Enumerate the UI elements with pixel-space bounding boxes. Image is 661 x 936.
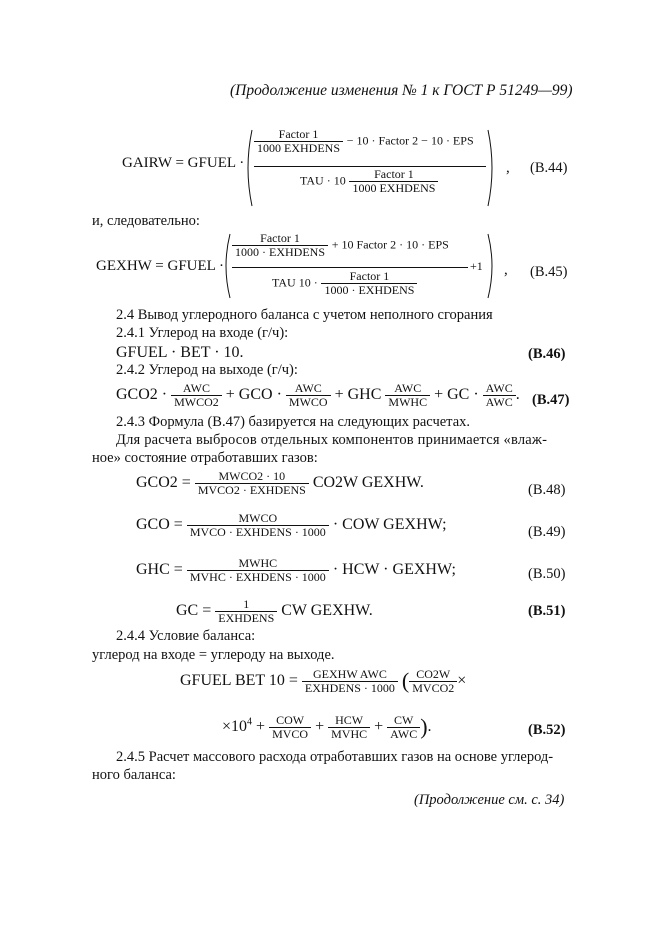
frac-num: Factor 1 [278,127,319,141]
eq52-exponent: 4 [247,716,253,728]
frac-num: AWC [294,381,322,395]
eq50-rest: · HCW · GEXHW; [332,560,456,578]
frac-den: MWHC [385,395,430,409]
frac-num: Factor 1 [374,167,414,181]
equation-b48 [136,470,424,496]
page-footer: (Продолжение см. с. 34) [414,792,565,808]
frac-den: MVHC [328,727,370,741]
section-2-4-5-line1: 2.4.5 Расчет массового расхода отработавших газов на основе углерод- [116,749,554,765]
equation-b51 [176,598,373,624]
section-2-4-5-line2: ного баланса: [92,767,176,783]
main-fraction-bar [232,267,468,268]
eq52-number: (B.52) [528,722,566,738]
eq48-number: (B.48) [528,482,566,498]
left-paren [242,128,254,208]
right-paren [486,232,498,300]
eq45-plus-one: +1 [470,259,483,273]
frac-den: MVCO2 · EXHDENS [195,483,309,497]
equation-b50 [136,557,456,583]
eq47-term4: + GC · [434,385,479,403]
and-therefore: и, следовательно: [92,213,200,229]
frac-num: Factor 1 [349,269,390,283]
frac-den: MWCO [286,395,331,409]
eq50-number: (B.50) [528,566,566,582]
right-paren [486,128,498,208]
eq48-rest: CO2W GEXHW. [312,473,424,491]
equation-b49 [136,512,447,538]
eq52-times-ten: ×10 [222,717,248,735]
eq44-number: (B.44) [530,160,568,176]
eq45-numerator [232,232,449,258]
main-fraction-bar [254,166,486,167]
equation-b52-line2 [222,714,432,740]
eq48-lhs: GCO2 = [136,473,191,491]
eq51-lhs: GC = [176,601,212,619]
frac-den: MWCO2 [171,395,222,409]
eq47-term2: + GCO · [225,385,282,403]
eq52-times: × [457,671,467,689]
frac-den: 1000 · EXHDENS [232,245,328,259]
eq45-num-rest: + 10 Factor 2 · 10 · EPS [331,237,449,252]
eq47-term1: GCO2 · [116,385,168,403]
frac-den: AWC [483,395,516,409]
eq50-lhs: GHC = [136,560,183,578]
frac-den: 1000 EXHDENS [254,141,343,155]
frac-num: MWCO2 · 10 [218,469,286,483]
frac-den: EXHDENS · 1000 [302,681,398,695]
frac-num: 1 [243,597,250,611]
frac-den: 1000 · EXHDENS [321,283,417,297]
balance-condition: углерод на входе = углероду на выходе. [92,647,335,663]
eq44-denominator [300,168,438,194]
frac-den: EXHDENS [215,611,277,625]
frac-num: MWHC [238,556,278,570]
eq45-den-left: TAU 10 · [272,275,318,290]
frac-num: CW [394,713,414,727]
eq46-text: GFUEL · BET · 10. [116,344,244,361]
eq44-numerator [254,128,474,154]
frac-num: AWC [394,381,422,395]
left-paren [220,232,232,300]
frac-den: 1000 EXHDENS [349,181,438,195]
equation-b52-line1 [180,668,466,694]
section-2-4-4: 2.4.4 Условие баланса: [116,628,256,644]
frac-num: HCW [335,713,364,727]
eq52-plus: + [315,717,325,735]
eq52-plus: + [256,717,266,735]
eq49-number: (B.49) [528,524,566,540]
eq45-number: (B.45) [530,264,568,280]
eq52-lhs: GFUEL BET 10 = [180,671,298,689]
right-paren: ) [420,714,428,740]
left-paren: ( [401,668,410,694]
paragraph-line-2: ное» состояние отработавших газов: [92,450,318,466]
section-2-4: 2.4 Вывод углеродного баланса с учетом неполного сгорания [116,307,493,323]
eq52-tail: . [427,717,432,735]
frac-num: GEXHW AWC [313,667,387,681]
eq47-number: (B.47) [532,392,570,408]
eq49-rest: · COW GEXHW; [332,515,447,533]
section-2-4-1: 2.4.1 Углерод на входе (г/ч): [116,325,289,341]
paragraph-line-1: Для расчета выбросов отдельных компонентов принимается «влаж- [116,432,548,448]
frac-num: COW [276,713,305,727]
frac-num: CO2W [416,667,451,681]
eq45-tail: , [504,262,508,278]
frac-num: AWC [485,381,513,395]
eq51-rest: CW GEXHW. [281,601,373,619]
eq49-lhs: GCO = [136,515,183,533]
frac-den: AWC [387,727,420,741]
frac-den: MVCO2 [409,681,457,695]
frac-num: Factor 1 [260,231,300,245]
page-header: (Продолжение изменения № 1 к ГОСТ Р 51249—99) [230,82,573,99]
section-2-4-3: 2.4.3 Формула (B.47) базируется на следующих расчетах. [116,414,471,430]
eq52-plus: + [374,717,384,735]
eq47-tail: . [515,385,520,403]
eq46-number: (B.46) [528,346,566,362]
eq44-den-left: TAU · 10 [300,173,346,188]
eq47-term3: + GHC [334,385,382,403]
frac-den: MVCO [269,727,311,741]
eq51-number: (B.51) [528,603,566,619]
frac-num: MWCO [238,511,278,525]
eq44-num-rest: − 10 · Factor 2 − 10 · EPS [346,133,474,148]
eq44-tail: , [506,160,510,176]
frac-den: MVCO · EXHDENS · 1000 [187,525,329,539]
frac-den: MVHC · EXHDENS · 1000 [187,570,329,584]
equation-b47 [116,382,520,408]
eq45-lhs: GEXHW = GFUEL · [96,258,225,274]
frac-num: AWC [182,381,210,395]
eq45-denominator [272,270,417,296]
section-2-4-2: 2.4.2 Углерод на выходе (г/ч): [116,362,298,378]
eq44-lhs: GAIRW = GFUEL · [122,155,245,171]
